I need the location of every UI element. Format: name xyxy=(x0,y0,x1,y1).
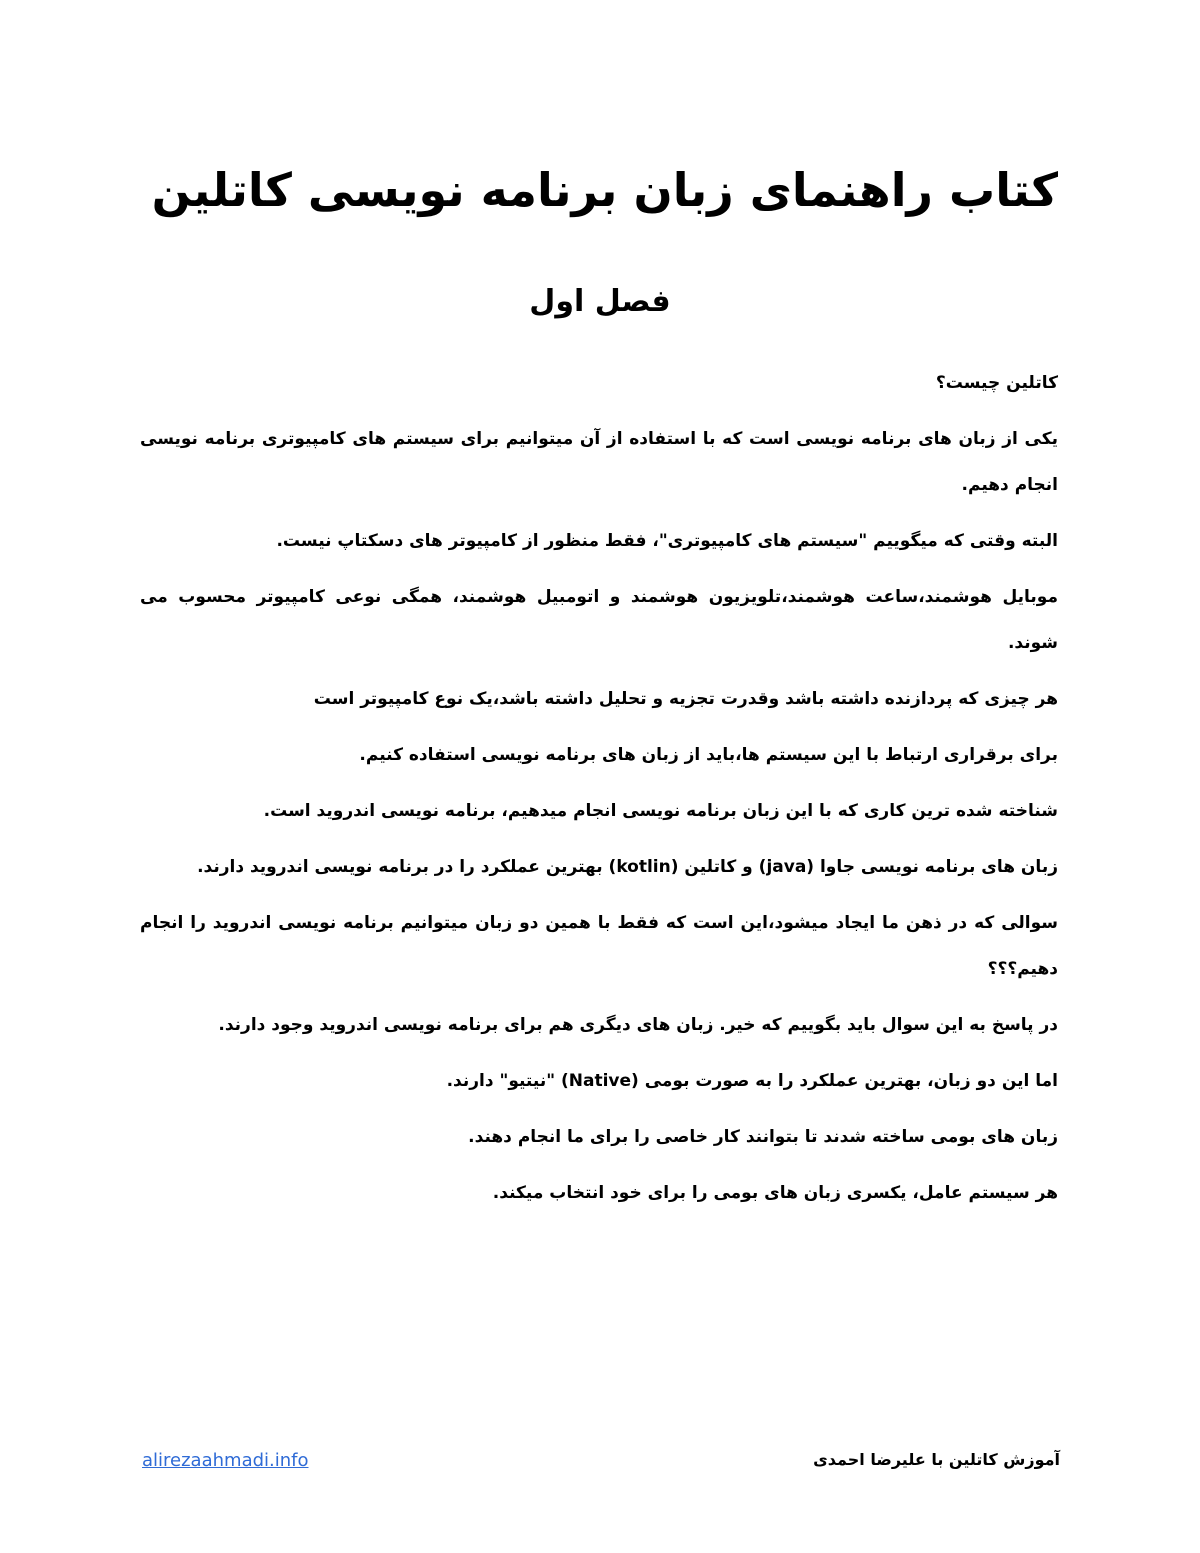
paragraph: یکی از زبان های برنامه نویسی است که با استفاده از آن میتوانیم برای سیستم های کامپیوتری برنامه نویسی انجام دهیم. xyxy=(140,429,1058,495)
document-body xyxy=(140,360,1058,1226)
paragraph: اما این دو زبان، بهترین عملکرد را به صورت بومی (Native) "نیتیو" دارند. xyxy=(446,1071,1058,1091)
paragraph: سوالی که در ذهن ما ایجاد میشود،این است که فقط با همین دو زبان میتوانیم برنامه نویسی اندروید را انجام دهیم؟؟؟ xyxy=(140,913,1058,979)
paragraph: در پاسخ به این سوال باید بگوییم که خیر. زبان های دیگری هم برای برنامه نویسی اندروید وجود دارند. xyxy=(218,1015,1058,1035)
chapter-heading: فصل اول xyxy=(529,284,671,319)
paragraph: زبان های بومی ساخته شدند تا بتوانند کار خاصی را برای ما انجام دهند. xyxy=(468,1127,1058,1147)
paragraph: زبان های برنامه نویسی جاوا (java) و کاتلین (kotlin) بهترین عملکرد را در برنامه نویسی اندروید دارند. xyxy=(197,857,1058,877)
paragraph: هر چیزی که پردازنده داشته باشد وقدرت تجزیه و تحلیل داشته باشد،یک نوع کامپیوتر است xyxy=(313,689,1058,709)
paragraph: شناخته شده ترین کاری که با این زبان برنامه نویسی انجام میدهیم، برنامه نویسی اندروید است. xyxy=(263,801,1058,821)
footer-author-text: آموزش کاتلین با علیرضا احمدی xyxy=(813,1450,1060,1469)
paragraph-question: کاتلین چیست؟ xyxy=(935,373,1058,393)
page-footer xyxy=(142,1444,1060,1484)
footer-site-link[interactable]: alirezaahmadi.info xyxy=(142,1450,309,1471)
paragraph: هر سیستم عامل، یکسری زبان های بومی را برای خود انتخاب میکند. xyxy=(492,1183,1058,1203)
paragraph: برای برقراری ارتباط با این سیستم ها،باید از زبان های برنامه نویسی استفاده کنیم. xyxy=(359,745,1058,765)
paragraph: البته وقتی که میگوییم "سیستم های کامپیوتری"، فقط منظور از کامپیوتر های دسکتاپ نیست. xyxy=(276,531,1058,551)
paragraph: موبایل هوشمند،ساعت هوشمند،تلویزیون هوشمند و اتومبیل هوشمند، همگی نوعی کامپیوتر محسوب می شوند. xyxy=(140,587,1058,653)
document-title: کتاب راهنمای زبان برنامه نویسی کاتلین xyxy=(151,163,1058,217)
